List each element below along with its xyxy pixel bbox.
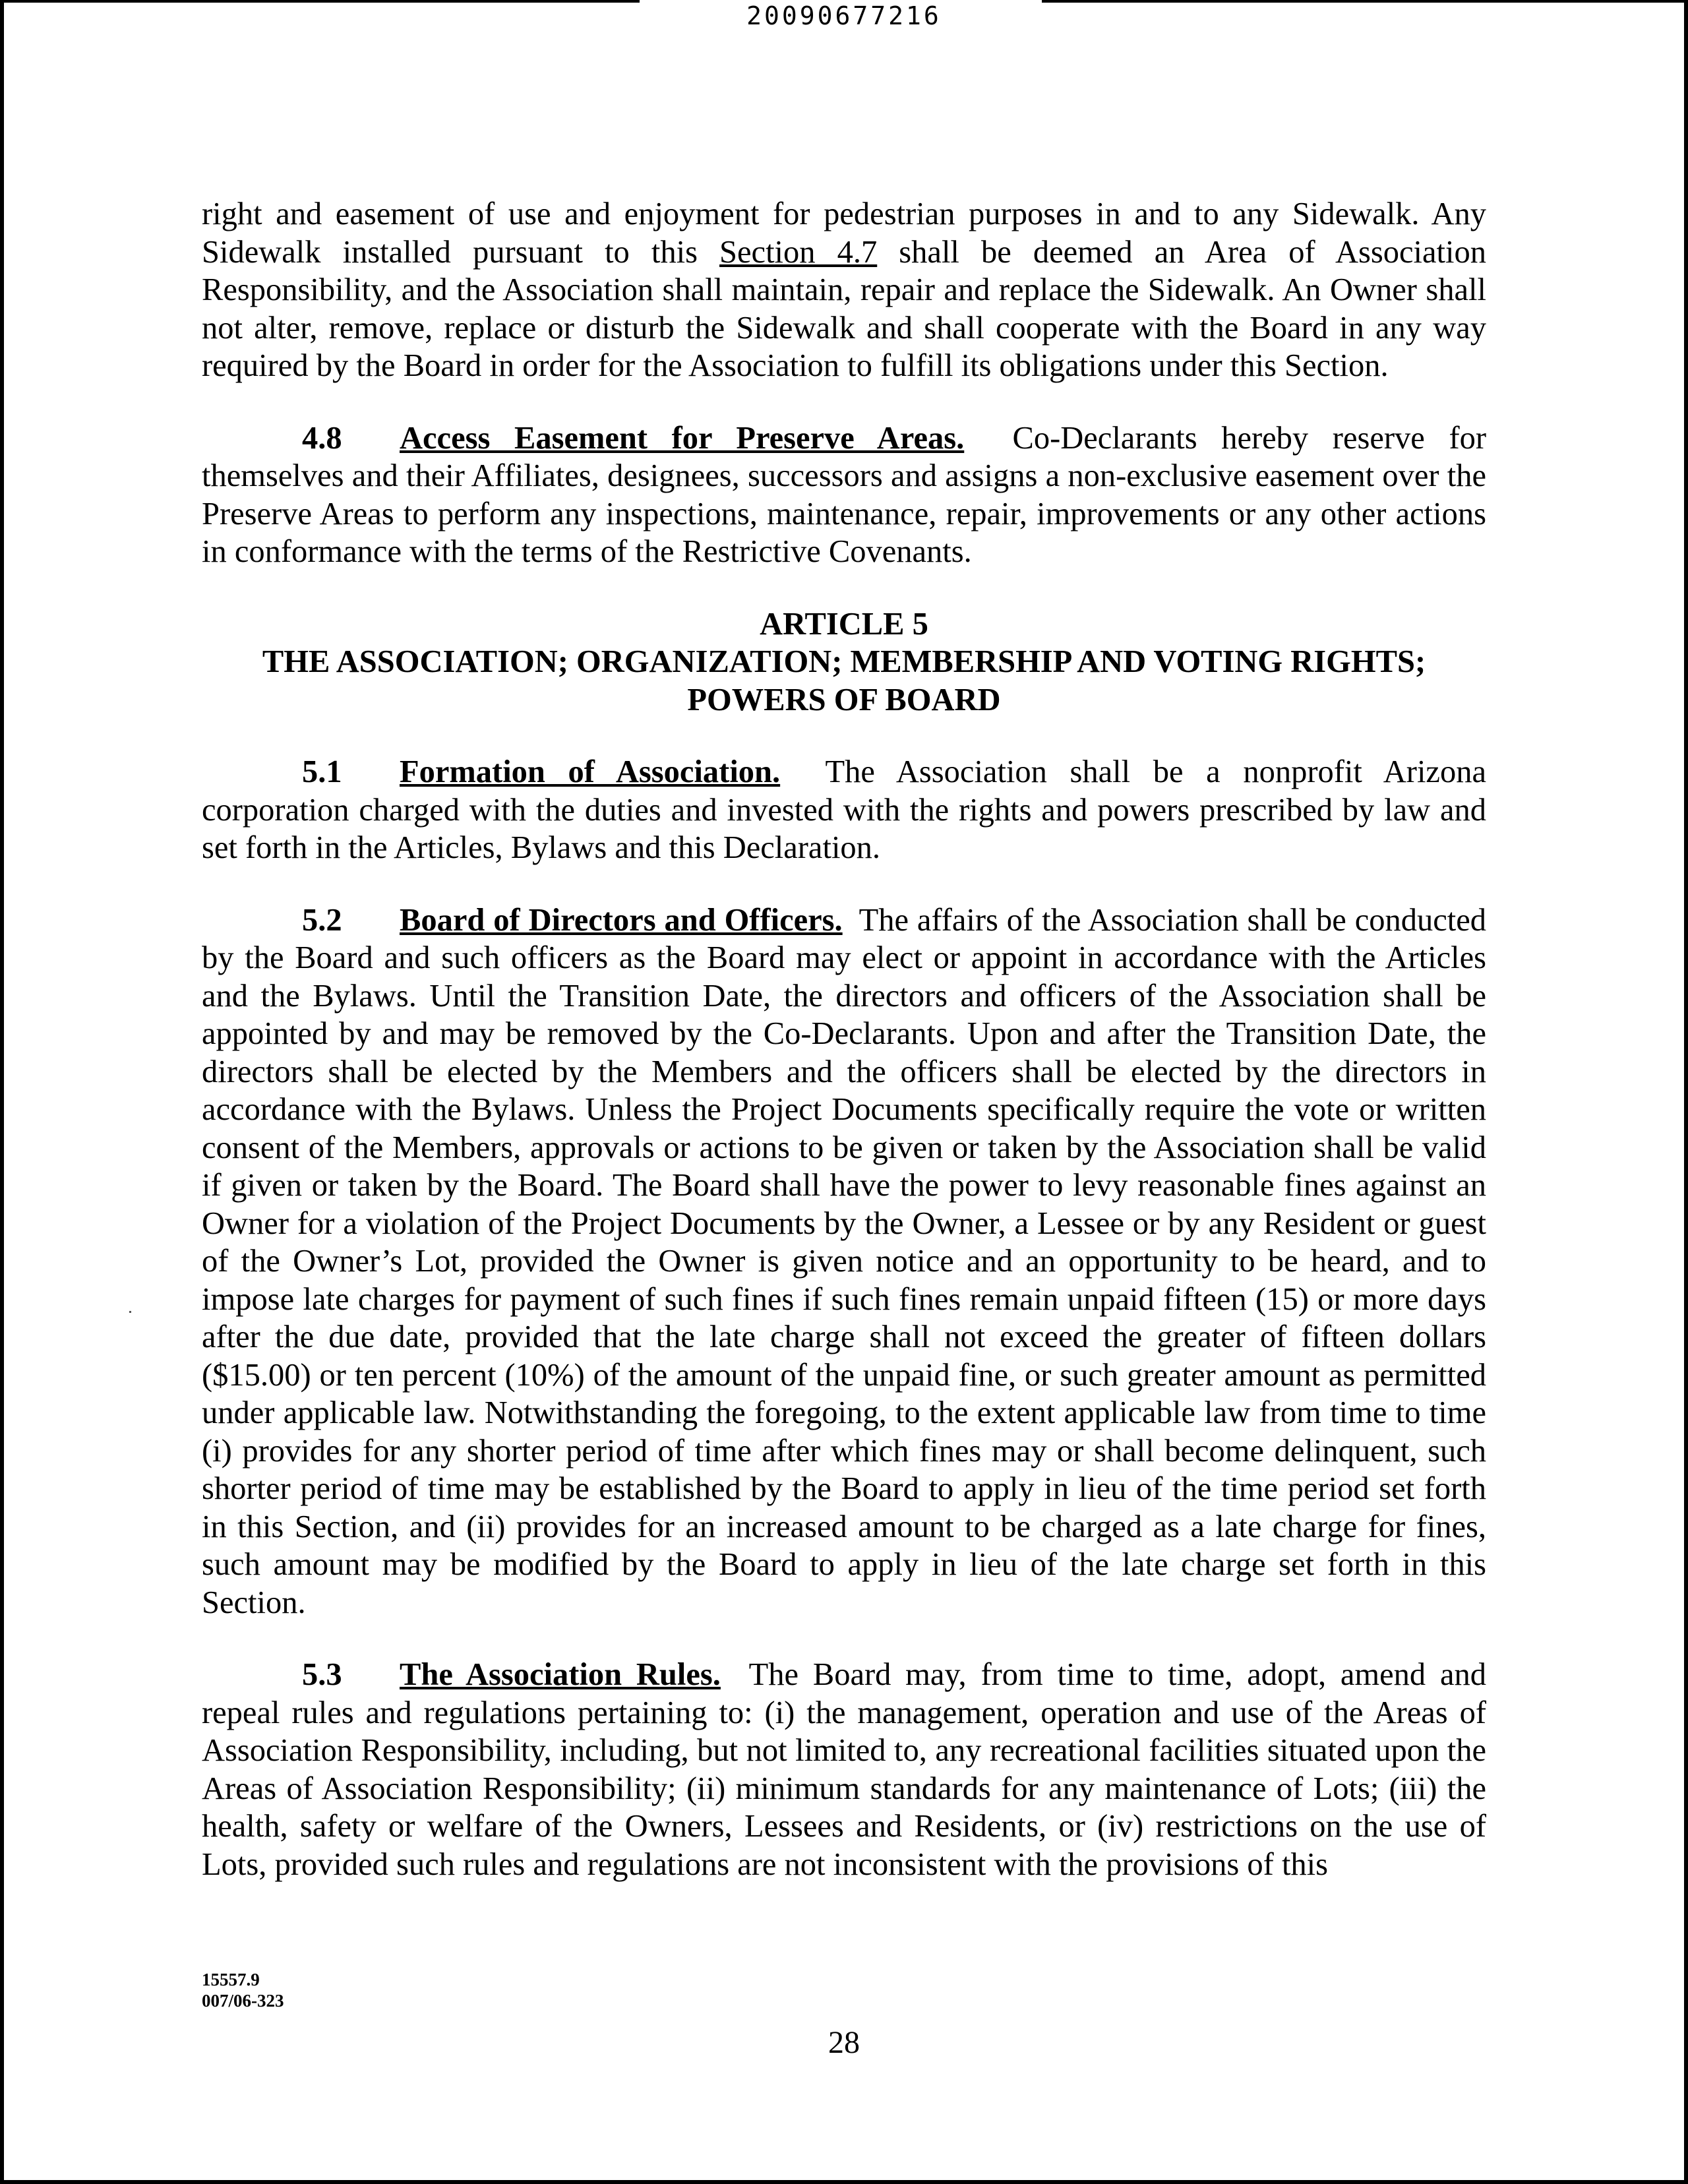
- article-heading: [202, 605, 1486, 719]
- section-number: 5.1: [302, 754, 342, 789]
- paragraph-text: The Board may, from time to time, adopt, amend and repeal rules and regulations pertaining to: (i) the management, operation and use of the Areas of Association Responsibility, including, but not limited to, any recreational facilities situated upon the Areas of Association Responsibility; (ii) minimum standards for any maintenance of Lots; (iii) the health, safety or welfare of the Owners, Lessees and Residents, or (iv) restrictions on the use of Lots, provided such rules and regulations are not inconsistent with the provisions of this: [202, 1657, 1486, 1882]
- paragraph-text: The Association shall be a nonprofit Arizona corporation charged with the duties and invested with the rights and powers prescribed by law and set forth in the Articles, Bylaws and this Declaration.: [202, 754, 1486, 865]
- section-title: Board of Directors and Officers.: [400, 902, 843, 938]
- paragraph-5-3: [202, 1656, 1486, 1883]
- page-number: 28: [828, 2025, 860, 2060]
- section-title: Access Easement for Preserve Areas.: [400, 420, 965, 456]
- article-number: ARTICLE 5: [760, 606, 928, 642]
- paragraph-text: Co-Declarants hereby reserve for themselves and their Affiliates, designees, successors and assigns a non-exclusive easement over the Preserve Areas to perform any inspections, maintenance, repair, improvements or any other actions in conformance with the terms of the Restrictive Covenants.: [202, 420, 1486, 569]
- document-code: [202, 1969, 284, 2011]
- section-number: 5.3: [302, 1657, 342, 1692]
- document-body: [202, 195, 1486, 1918]
- section-reference: Section 4.7: [719, 234, 878, 270]
- document-code-line: 15557.9: [202, 1970, 260, 1989]
- article-title-line: THE ASSOCIATION; ORGANIZATION; MEMBERSHIP AND VOTING RIGHTS;: [262, 644, 1426, 679]
- section-title: Formation of Association.: [400, 754, 781, 789]
- scan-border-left: [0, 0, 4, 2184]
- section-number: 5.2: [302, 902, 342, 938]
- scan-border-bottom: [0, 2180, 1688, 2184]
- paragraph-5-1: [202, 753, 1486, 867]
- scan-border-right: [1684, 0, 1688, 2184]
- scan-speck: [129, 1311, 131, 1313]
- paragraph-5-2: [202, 901, 1486, 1622]
- section-number: 4.8: [302, 420, 342, 456]
- section-title: The Association Rules.: [400, 1657, 721, 1692]
- document-code-line: 007/06-323: [202, 1991, 284, 2011]
- paragraph-text: The affairs of the Association shall be conducted by the Board and such officers as the Board may elect or appoint in accordance with the Articles and the Bylaws. Until the Transition Date, the directors and officers of the Association shall be appointed by and may be removed by the Co-Declarants. Upon and after the Transition Date, the directors shall be elected by the Members and the officers shall be elected by the directors in accordance with the Bylaws. Unless the Project Documents specifically require the vote or written consent of the Members, approvals or actions to be given or taken by the Association shall be valid if given or taken by the Board. The Board shall have the power to levy reasonable fines against an Owner for a violation of the Project Documents by the Owner, a Lessee or by any Resident or guest of the Owner’s Lot, provided the Owner is given notice and an opportunity to be heard, and to impose late charges for payment of such fines if such fines remain unpaid fifteen (15) or more days after the due date, provided that the late charge shall not exceed the greater of fifteen dollars ($15.00) or ten percent (10%) of the amount of the unpaid fine, or such greater amount as permitted under applicable law. Notwithstanding the foregoing, to the extent applicable law from time to time (i) provides for any shorter period of time after which fines may or shall become delinquent, such shorter period of time may be established by the Board to apply in lieu of the time period set forth in this Section, and (ii) provides for an increased amount to be charged as a late charge for fines, such amount may be modified by the Board to apply in lieu of the late charge set forth in this Section.: [202, 902, 1486, 1620]
- recording-number: 20090677216: [746, 1, 942, 30]
- paragraph-4-8: [202, 419, 1486, 571]
- paragraph-4-7-continued: [202, 195, 1486, 385]
- paragraph-text: right and easement of use and enjoyment for pedestrian purposes in and to any Sidewalk. Any Sidewalk installed pursuant to this: [202, 197, 1486, 270]
- article-title-line: POWERS OF BOARD: [687, 682, 1001, 717]
- paragraph-text: shall be deemed an Area of Association Responsibility, and the Association shall maintain, repair and replace the Sidewalk. An Owner shall not alter, remove, replace or disturb the Sidewalk and shall cooperate with the Board in any way required by the Board in order for the Association to fulfill its obligations under this Section.: [202, 234, 1487, 383]
